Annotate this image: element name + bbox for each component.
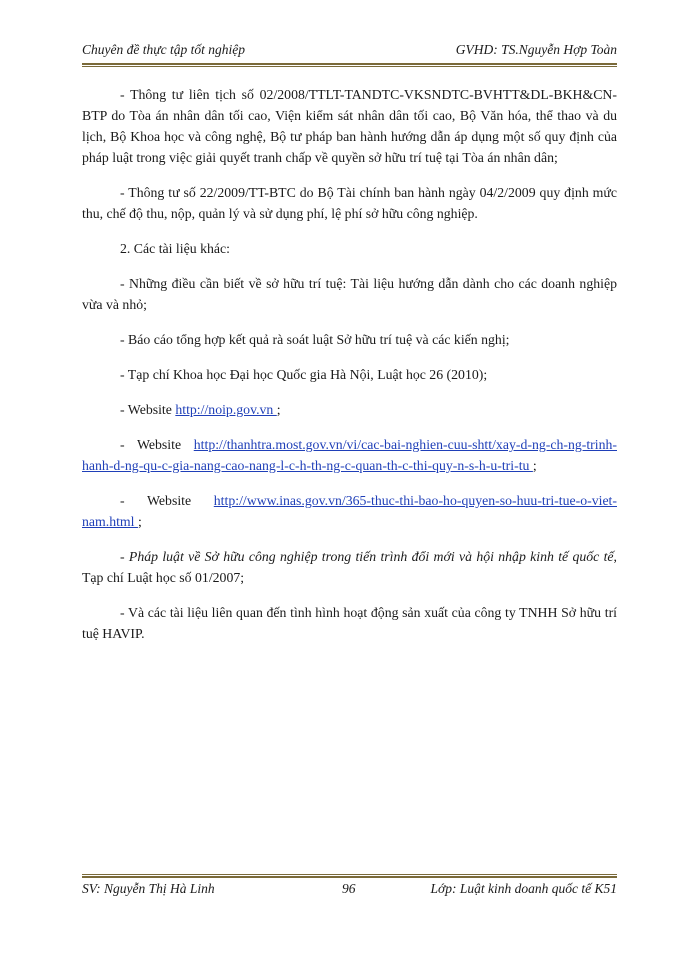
link-suffix: ; — [532, 458, 537, 473]
paragraph-journal: - Tạp chí Khoa học Đại học Quốc gia Hà Nội, Luật học 26 (2010); — [120, 367, 488, 382]
footer-rule — [82, 874, 617, 878]
paragraph-ip-law-article — [82, 546, 617, 588]
page-body — [82, 84, 617, 658]
header-rule — [82, 63, 617, 67]
paragraph-ip-guide: - Những điều cần biết về sở hữu trí tuệ: Tài liệu hướng dẫn dành cho các doanh nghiệp vừa và nhỏ; — [82, 276, 617, 312]
website-prefix: - Website — [120, 437, 194, 452]
page-number: 96 — [342, 881, 356, 896]
link-thanhtra[interactable]: http://thanhtra.most.gov.vn/vi/cac-bai-nghien-cuu-shtt/xay-d-ng-ch-ng-trinh-hanh-d-ng-qu-c-gia-nang-cao-nang-l-c-h-th-ng-c-quan-th-c-thi-quy-n-s-h-u-tri-tu — [82, 437, 617, 473]
website-prefix: - Website — [120, 493, 214, 508]
link-inas[interactable]: http://www.inas.gov.vn/365-thuc-thi-bao-ho-quyen-so-huu-tri-tue-o-viet-nam.html — [82, 493, 617, 529]
section-heading-other-docs: 2. Các tài liệu khác: — [120, 241, 230, 256]
article-source: , Tạp chí Luật học số 01/2007; — [82, 549, 617, 585]
paragraph-circular-22: - Thông tư số 22/2009/TT-BTC do Bộ Tài chính ban hành ngày 04/2/2009 quy định mức thu, chế độ thu, nộp, quản lý và sử dụng phí, lệ phí sở hữu công nghiệp. — [82, 185, 617, 221]
header-title: Chuyên đề thực tập tốt nghiệp — [82, 42, 245, 57]
link-suffix: ; — [137, 514, 142, 529]
paragraph-review-report: - Báo cáo tổng hợp kết quả rà soát luật Sở hữu trí tuệ và các kiến nghị; — [120, 332, 510, 347]
paragraph-circular-02: - Thông tư liên tịch số 02/2008/TTLT-TANDTC-VKSNDTC-BVHTT&DL-BKH&CN-BTP do Tòa án nhân dân tối cao, Viện kiểm sát nhân dân tối cao, Bộ Văn hóa, thể thao và du lịch, Bộ Khoa học và công nghệ, Bộ tư pháp ban hành hướng dẫn áp dụng một số quy định của pháp luật trong việc giải quyết tranh chấp về quyền sở hữu trí tuệ tại Tòa án nhân dân; — [82, 87, 617, 165]
paragraph-havip: - Và các tài liệu liên quan đến tình hình hoạt động sản xuất của công ty TNHH Sở hữu trí tuệ HAVIP. — [82, 605, 617, 641]
link-noip[interactable]: http://noip.gov.vn — [175, 402, 277, 417]
paragraph-website-noip — [82, 399, 617, 420]
paragraph-website-thanhtra — [82, 434, 617, 476]
footer-student: SV: Nguyễn Thị Hà Linh — [82, 881, 215, 896]
header-advisor: GVHD: TS.Nguyễn Hợp Toàn — [455, 42, 617, 57]
link-suffix: ; — [276, 402, 281, 417]
footer-class: Lớp: Luật kinh doanh quốc tế K51 — [430, 881, 617, 896]
article-title: - Pháp luật về Sở hữu công nghiệp trong tiến trình đổi mới và hội nhập kinh tế quốc tế — [120, 549, 614, 564]
paragraph-website-inas — [82, 490, 617, 532]
website-prefix: - Website — [120, 402, 176, 417]
